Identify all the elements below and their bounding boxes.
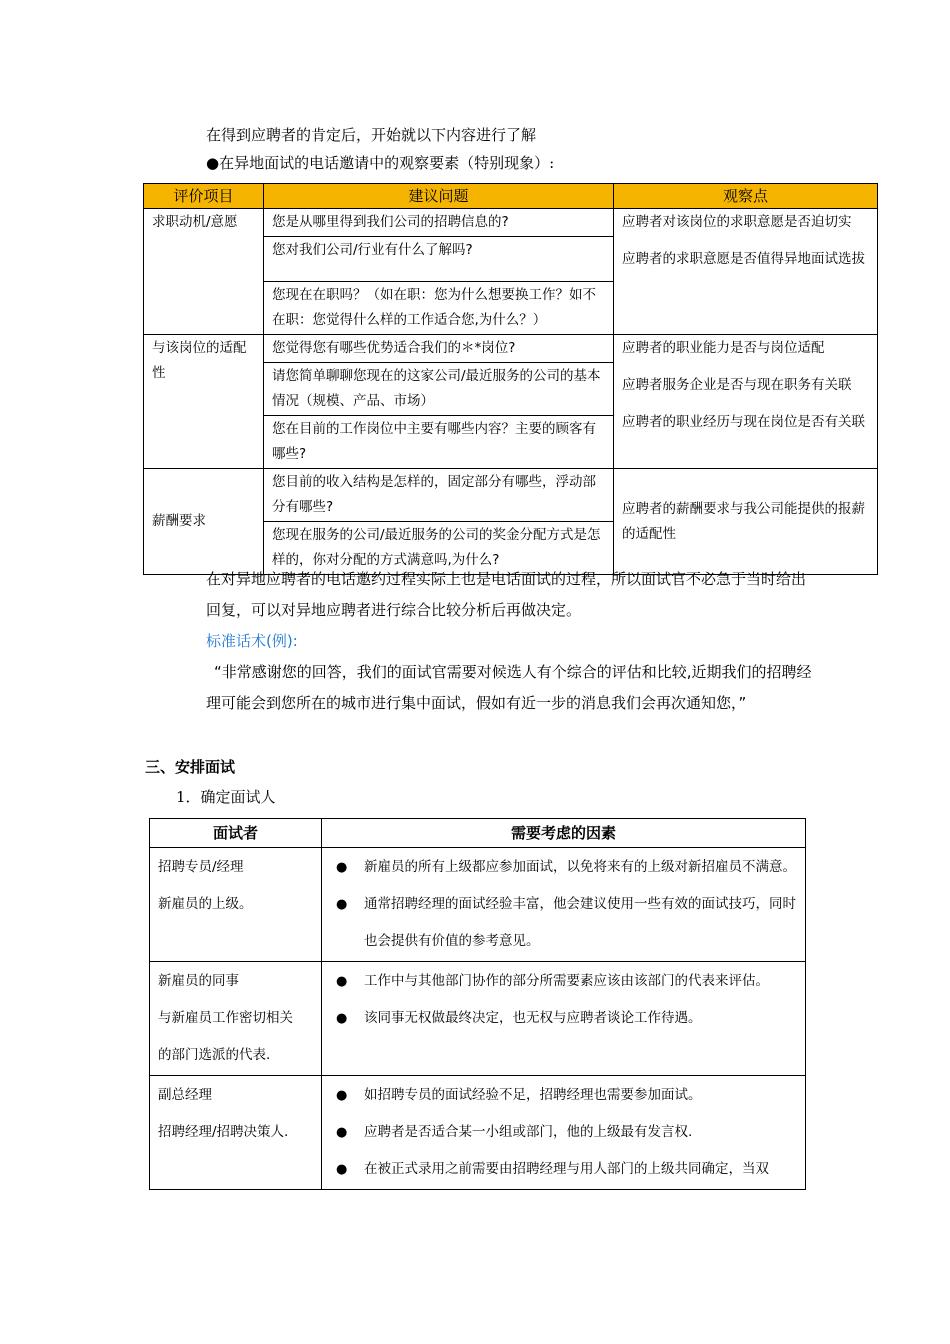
eval-item: 与该岗位的适配性 — [144, 335, 264, 469]
header-interviewer: 面试者 — [150, 819, 322, 848]
interviewer-cell — [150, 848, 322, 962]
factor: 工作中与其他部门协作的部分所需要素应该由该部门的代表来评估。 — [364, 973, 769, 989]
observation: 应聘者对该岗位的求职意愿是否迫切实 — [622, 214, 852, 230]
intro-line-2: ●在异地面试的电话邀请中的观察要素（特别现象）: — [206, 154, 555, 172]
interviewer: 新雇员的同事 — [158, 973, 239, 989]
question: 您在目前的工作岗位中主要有哪些内容？主要的顾客有哪些? — [264, 416, 614, 469]
table-header-row — [144, 184, 878, 209]
interviewer: 新雇员的上级。 — [158, 896, 253, 912]
bullet-icon: ● — [336, 860, 348, 875]
list-item — [330, 849, 797, 886]
subsection-title: 1．确定面试人 — [176, 788, 276, 806]
observation-cell — [614, 209, 878, 335]
factor: 该同事无权做最终决定，也无权与应聘者谈论工作待遇。 — [364, 1010, 702, 1026]
standard-script-label: 标准话术(例): — [206, 632, 298, 650]
table-row — [144, 335, 878, 363]
table-row — [150, 848, 806, 962]
interviewer: 招聘专员/经理 — [158, 859, 244, 875]
observation-table — [143, 183, 878, 575]
observation: 应聘者的职业经历与现在岗位是否有关联 — [622, 414, 865, 430]
observation: 应聘者的求职意愿是否值得异地面试选拔 — [622, 251, 865, 267]
bullet-icon: ● — [336, 1088, 348, 1103]
table-row — [150, 962, 806, 1076]
question: 您对我们公司/行业有什么了解吗? — [264, 237, 614, 282]
list-item — [330, 1114, 797, 1151]
bullet-icon: ● — [336, 1125, 348, 1140]
bullet-icon: ● — [336, 974, 348, 989]
eval-item: 薪酬要求 — [144, 469, 264, 575]
table-row — [144, 209, 878, 237]
section-title: 三、安排面试 — [145, 758, 236, 776]
factors-cell — [322, 1076, 806, 1190]
observation-cell — [614, 469, 878, 575]
factor: 新雇员的所有上级都应参加面试，以免将来有的上级对新招雇员不满意。 — [364, 859, 796, 875]
paragraph: 在对异地应聘者的电话邀约过程实际上也是电话面试的过程，所以面试官不必急于当时给出回复，可以对异地应聘者进行综合比较分析后再做决定。 — [206, 570, 807, 619]
factors-cell — [322, 962, 806, 1076]
list-item — [330, 963, 797, 1000]
list-item — [330, 1151, 797, 1188]
question: 您现在在职吗？（如在职：您为什么想要换工作？如不在职：您觉得什么样的工作适合您,为什么？） — [264, 282, 614, 335]
interviewer: 的部门选派的代表. — [158, 1047, 271, 1063]
observation-cell — [614, 335, 878, 469]
table-row — [150, 1076, 806, 1190]
intro-line-1: 在得到应聘者的肯定后，开始就以下内容进行了解 — [206, 126, 537, 144]
bullet-icon: ● — [336, 897, 348, 912]
interviewer-table — [149, 818, 806, 1190]
observation: 应聘者的薪酬要求与我公司能提供的报薪的适配性 — [622, 500, 865, 542]
list-item — [330, 1077, 797, 1114]
question: 您现在服务的公司/最近服务的公司的奖金分配方式是怎样的，你对分配的方式满意吗,为什么? — [264, 522, 614, 575]
bullet-icon: ● — [336, 1011, 348, 1026]
script-quote: “非常感谢您的回答，我们的面试官需要对候选人有个综合的评估和比较,近期我们的招聘经理可能会到您所在的城市进行集中面试，假如有近一步的消息我们会再次通知您，” — [206, 663, 812, 712]
interviewer: 与新雇员工作密切相关 — [158, 1010, 293, 1026]
eval-item: 求职动机/意愿 — [144, 209, 264, 335]
factor: 如招聘专员的面试经验不足，招聘经理也需要参加面试。 — [364, 1087, 702, 1103]
question: 您目前的收入结构是怎样的，固定部分有哪些，浮动部分有哪些? — [264, 469, 614, 522]
observation: 应聘者服务企业是否与现在职务有关联 — [622, 377, 852, 393]
factor: 在被正式录用之前需要由招聘经理与用人部门的上级共同确定，当双 — [364, 1161, 769, 1177]
header-item: 评价项目 — [144, 184, 264, 209]
interviewer: 副总经理 — [158, 1087, 212, 1103]
bullet-icon: ● — [336, 1162, 348, 1177]
list-item — [330, 1000, 797, 1037]
factor: 应聘者是否适合某一小组或部门，他的上级最有发言权. — [364, 1124, 693, 1140]
interviewer: 招聘经理/招聘决策人. — [158, 1124, 289, 1140]
table-header-row — [150, 819, 806, 848]
table-row — [144, 469, 878, 522]
header-observation: 观察点 — [614, 184, 878, 209]
interviewer-cell — [150, 962, 322, 1076]
question: 您是从哪里得到我们公司的招聘信息的? — [264, 209, 614, 237]
factors-cell — [322, 848, 806, 962]
list-item — [330, 886, 797, 960]
header-factors: 需要考虑的因素 — [322, 819, 806, 848]
header-question: 建议问题 — [264, 184, 614, 209]
factor: 通常招聘经理的面试经验丰富，他会建议使用一些有效的面试技巧，同时也会提供有价值的参考意见。 — [364, 896, 796, 949]
question: 您觉得您有哪些优势适合我们的＊*岗位? — [264, 335, 614, 363]
interviewer-cell — [150, 1076, 322, 1190]
observation: 应聘者的职业能力是否与岗位适配 — [622, 340, 825, 356]
question: 请您简单聊聊您现在的这家公司/最近服务的公司的基本情况（规模、产品、市场） — [264, 363, 614, 416]
